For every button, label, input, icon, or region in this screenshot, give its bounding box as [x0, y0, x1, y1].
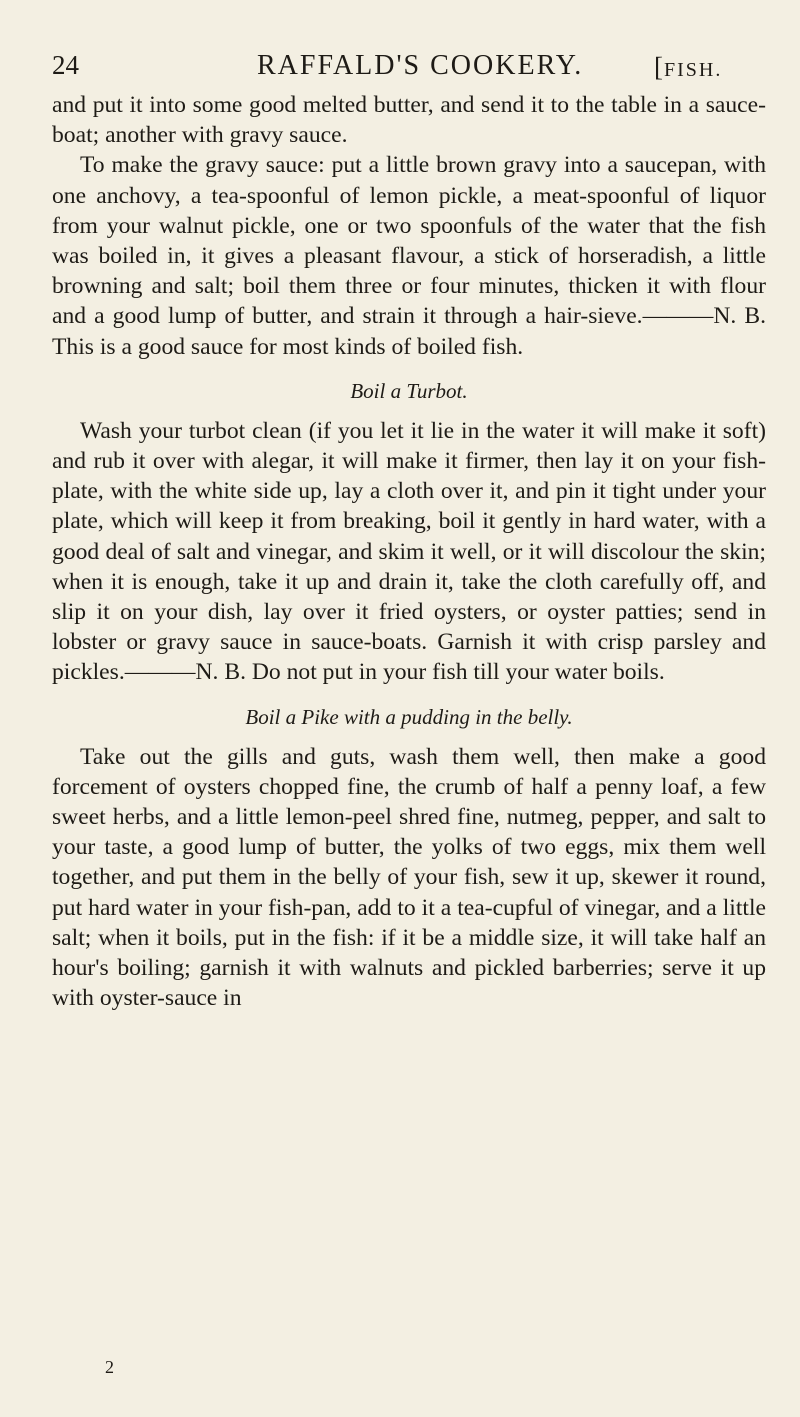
running-title: RAFFALD'S COOKERY. [257, 50, 584, 81]
body-text [52, 90, 766, 1013]
running-head [52, 50, 766, 90]
signature-mark: 2 [105, 1357, 114, 1377]
paragraph-continuation: and put it into some good melted butter, and send it to the table in a sauce-boat; another with gravy sauce. [52, 92, 766, 149]
page-number: 24 [52, 50, 79, 80]
section-tag [654, 52, 722, 83]
paragraph-turbot: Wash your turbot clean (if you let it lie in the water it will make it soft) and rub it over with alegar, it will make it firmer, then lay it on your fish-plate, with the white side up, lay a cloth over it, and pin it tight under your plate, which will keep it from breaking, boil it gently in hard water, with a good deal of salt and vinegar, and skim it well, or it will discolour the skin; when it is enough, take it up and drain it, take the cloth carefully off, and slip it on your dish, lay over it fried oysters, or oyster patties; send in lobster or gravy sauce in sauce-boats. Garnish it with crisp parsley and pickles.———N. B. Do not put in your fish till your water boils. [52, 417, 766, 686]
paragraph-gravy-sauce: To make the gravy sauce: put a little brown gravy into a saucepan, with one anchovy, a tea-spoonful of lemon pickle, a meat-spoonful of liquor from your walnut pickle, one or two spoonfuls of the water that the fish was boiled in, it gives a pleasant flavour, a stick of horseradish, a little browning and salt; boil them three or four minutes, thicken it with flour and a good lump of butter, and strain it through a hair-sieve.———N. B. This is a good sauce for most kinds of boiled fish. [52, 152, 766, 360]
recipe-heading-pike: Boil a Pike with a pudding in the belly. [245, 704, 573, 729]
section-bracket: [ [654, 52, 664, 82]
section-name: FISH. [664, 59, 723, 81]
paragraph-pike: Take out the gills and guts, wash them well, then make a good forcement of oysters chopped fine, the crumb of half a penny loaf, a few sweet herbs, and a little lemon-peel shred fine, nutmeg, pepper, and salt to your taste, a good lump of butter, the yolks of two eggs, mix them well together, and put them in the belly of your fish, sew it up, skewer it round, put hard water in your fish-pan, add to it a tea-cupful of vinegar, and a little salt; when it boils, put in the fish: if it be a middle size, it will take half an hour's boiling; garnish it with walnuts and pickled barberries; serve it up with oyster-sauce in [52, 743, 766, 1012]
recipe-heading-turbot: Boil a Turbot. [350, 378, 468, 403]
